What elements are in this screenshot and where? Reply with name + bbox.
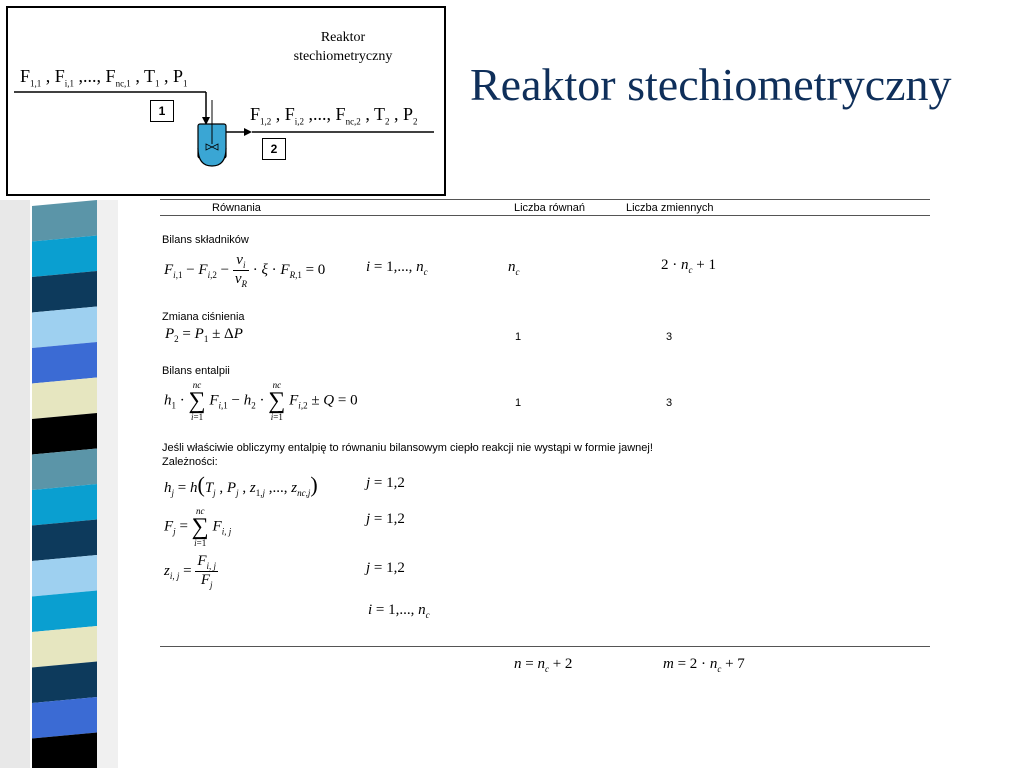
pressure-change-num-equations: 1	[515, 331, 522, 343]
stripe	[32, 307, 97, 349]
pressure-change-label: Zmiana ciśnienia	[162, 311, 245, 323]
enthalpy-balance-num-equations: 1	[515, 397, 522, 409]
table-header-rule	[160, 215, 930, 216]
total-variables: $m = 2 \cdot n_c + 7$	[663, 656, 745, 674]
stripe	[32, 342, 97, 384]
enthalpy-balance-equation: $h_1$ · nc ∑ i=1 $F_{i,1} - h_2$ · nc ∑ i=1 $F_{i,2} \pm Q = 0$	[164, 380, 358, 422]
diagram-caption-line2: stechiometryczny	[293, 49, 393, 64]
dependencies-label: Zależności:	[162, 456, 218, 468]
table-top-rule	[160, 199, 930, 200]
stripe-bar-graphic	[0, 200, 118, 768]
component-balance-range: i = 1,..., $n_c$	[366, 259, 428, 277]
stream-1-id: 1	[150, 100, 174, 122]
pressure-change-num-variables: 3	[666, 331, 673, 343]
j-range-3: j = 1,2	[366, 560, 405, 576]
component-balance-equation: $F_{i,1} - F_{i,2}$ − $\frac{\nu_i}{\nu_R}$ · $\xi \cdot F_{R,1} = 0$	[164, 252, 326, 289]
stripe	[32, 591, 97, 633]
total-equations: $n = n_c + 2$	[514, 656, 573, 674]
stripe	[32, 271, 97, 313]
stripe	[32, 449, 97, 491]
component-balance-num-variables: $2 \cdot n_c + 1$	[661, 257, 716, 275]
i-range: i = 1,..., $n_c$	[368, 602, 430, 620]
table-bottom-rule	[160, 646, 930, 647]
stripe	[32, 662, 97, 704]
slide-title: Reaktor stechiometryczny	[470, 59, 952, 110]
decorative-stripe-bar	[0, 200, 118, 768]
enthalpy-dependency-equation: $h_j = h(T_j$ , $P_j$ , $z_{1,j}$ ,..., $z_{nc,j}$)	[164, 472, 318, 498]
header-num-variables: Liczba zmiennych	[626, 202, 714, 214]
stripe	[32, 378, 97, 420]
total-flow-dependency-equation: $F_j$ = nc ∑ i=1 $F_{i, j}$	[164, 506, 232, 548]
header-num-equations: Liczba równań	[514, 202, 585, 214]
stripe	[32, 413, 97, 455]
j-range-2: j = 1,2	[366, 511, 405, 527]
note-text: Jeśli właściwie obliczymy entalpię to równaniu bilansowym ciepło reakcji nie wystąpi w formie jawnej!	[162, 442, 653, 454]
diagram-caption-line1: Reaktor	[320, 30, 366, 45]
component-balance-num-equations: $n_c$	[508, 259, 520, 277]
component-balance-label: Bilans składników	[162, 234, 249, 246]
stream-2-id: 2	[262, 138, 286, 160]
pressure-change-equation: $P_2 = P_1 \pm \Delta P$	[165, 326, 243, 344]
enthalpy-balance-label: Bilans entalpii	[162, 365, 230, 377]
enthalpy-balance-num-variables: 3	[666, 397, 673, 409]
mole-fraction-dependency-equation: $z_{i, j}$ = $\frac{F_{i, j}}{F_j}$	[164, 553, 217, 590]
stripe	[32, 200, 97, 242]
stripe	[32, 236, 97, 278]
input-stream-label: $F_{1,1}$ , $F_{i,1}$ ,..., $F_{nc,1}$ , $T_1$ , $P_1$	[20, 66, 188, 89]
header-equations: Równania	[212, 202, 261, 214]
stripe	[32, 484, 97, 526]
stripe	[32, 733, 97, 769]
output-stream-label: $F_{1,2}$ , $F_{i,2}$ ,..., $F_{nc,2}$ , $T_2$ , $P_2$	[250, 104, 418, 127]
reactor-diagram	[6, 6, 446, 196]
stripe	[32, 520, 97, 562]
stripe	[32, 555, 97, 597]
reactor-flow-graphic	[8, 8, 444, 194]
j-range-1: j = 1,2	[366, 475, 405, 491]
stripe	[32, 697, 97, 739]
stripe	[32, 626, 97, 668]
